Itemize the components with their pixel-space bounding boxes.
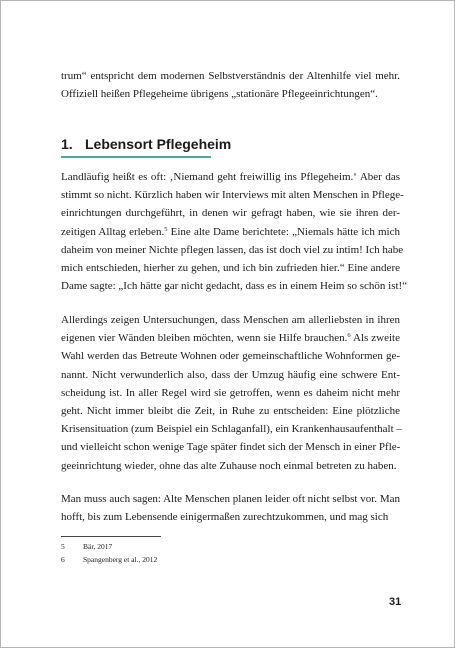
- text-line: geht. Nicht immer bleibt die Zeit, in Ruhe zu entscheiden: Eine plötzliche: [61, 405, 400, 418]
- footnote-text: Spangenberg et al., 2012: [83, 555, 158, 564]
- footnote-6: [61, 553, 157, 566]
- text-line: und vielleicht schon wenige Tage später findet sich der Mensch in einer Pfle-: [61, 441, 401, 454]
- paragraph-1: [61, 168, 408, 295]
- text-line: stimmt so nicht. Kürzlich haben wir Interviews mit alten Menschen in Pflege-: [61, 189, 404, 202]
- text-segment: Als zweite: [350, 332, 400, 345]
- footnote-text: Bär, 2017: [83, 542, 113, 551]
- section-heading: [61, 136, 231, 152]
- text-line: Wahl werden das Betreute Wohnen oder gemeinschaftliche Wohnformen ge-: [61, 350, 400, 363]
- text-segment: Eine alte Dame berichtete: „Niemals hätte ich mich: [167, 225, 400, 238]
- text-line: trum“ entspricht dem modernen Selbstverständnis der Altenhilfe viel mehr.: [61, 70, 400, 82]
- text-line: Landläufig heißt es oft: ‚Niemand geht freiwillig ins Pflegeheim.‘ Aber das: [61, 171, 400, 183]
- footnotes: [61, 540, 157, 566]
- text-segment: zeitigen Alltag erleben.: [61, 225, 165, 238]
- section-number: 1.: [61, 136, 73, 152]
- footnote-ref-5: 5: [164, 225, 168, 233]
- footnote-ref-6: 6: [347, 332, 351, 340]
- text-line: geeinrichtung wieder, ohne das alte Zuhause noch einmal betreten zu haben.: [61, 459, 397, 472]
- paragraph-2: [61, 311, 400, 475]
- footnote-5: [61, 540, 157, 553]
- text-line: hofft, bis zum Lebensende einigermaßen zurechtzukommen, und mag sich: [61, 511, 389, 524]
- text-line: mich entschieden, hierher zu gehen, und ich bin zufrieden hier.“ Eine andere: [61, 262, 400, 275]
- text-line: [61, 223, 400, 241]
- footnote-number: 5: [61, 542, 65, 551]
- section-title: Lebensort Pflegeheim: [85, 136, 232, 152]
- text-line: scheidung ist. In aller Regel wird sie getroffen, wenn es daheim nicht mehr: [61, 386, 400, 399]
- intro-paragraph: [61, 67, 400, 103]
- paragraph-3: [61, 490, 400, 526]
- heading-underline: [61, 156, 211, 158]
- text-line: Offiziell heißen Pflegeheime übrigens „stationäre Pflegeeinrichtungen“.: [61, 88, 378, 101]
- text-line: Dame sagte: „Ich hätte gar nicht gedacht, dass es in einem Heim so schön ist!“: [61, 280, 408, 293]
- text-line: [61, 329, 400, 347]
- text-line: daheim von meiner Nichte pflegen lassen, das ist doch viel zu intim! Ich habe: [61, 243, 404, 256]
- text-line: nannt. Nicht verwunderlich also, dass der Umzug häufig eine schwere Ent-: [61, 368, 400, 381]
- text-line: Man muss auch sagen: Alte Menschen planen leider oft nicht selbst vor. Man: [61, 493, 400, 505]
- text-line: einrichtungen durchgeführt, in denen wir gefragt haben, wie sie ihren der-: [61, 207, 400, 220]
- page-number: 31: [389, 596, 402, 608]
- footnote-number: 6: [61, 555, 65, 564]
- footnote-separator: [61, 536, 161, 537]
- text-line: Allerdings zeigen Untersuchungen, dass Menschen am allerliebsten in ihren: [61, 314, 400, 326]
- text-line: Krisensituation (zum Beispiel ein Schlaganfall), ein Krankenhausaufenthalt –: [61, 423, 402, 436]
- text-segment: eigenen vier Wänden bleiben möchten, wenn sie Hilfe brauchen.: [61, 332, 348, 345]
